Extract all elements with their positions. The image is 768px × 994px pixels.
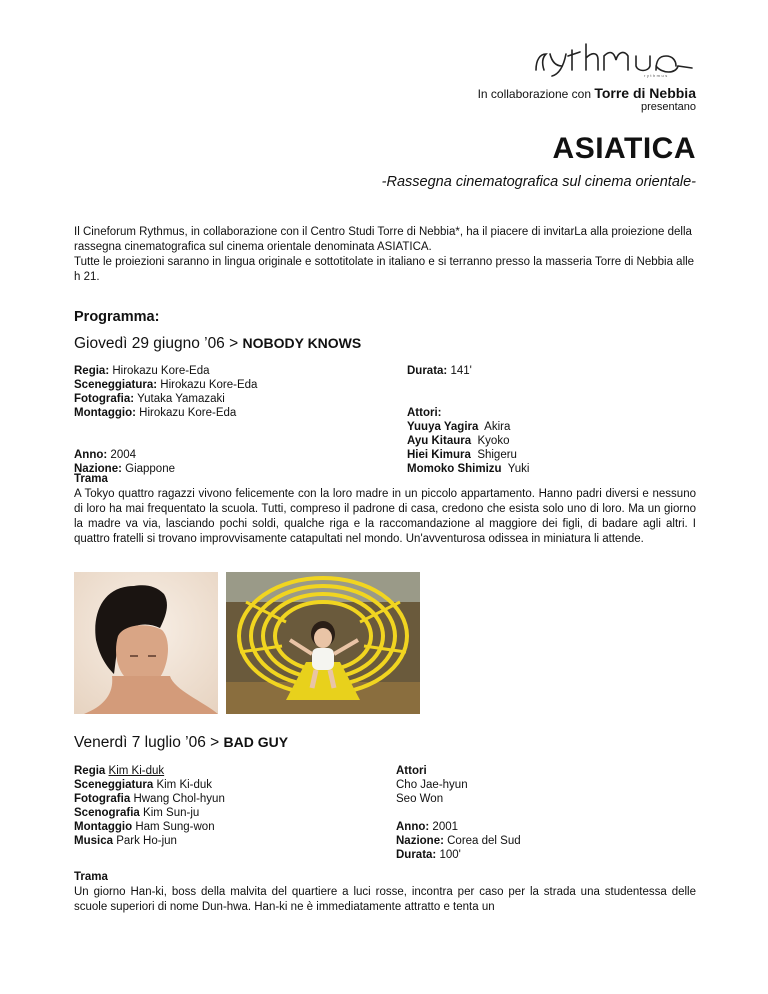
film1-heading bbox=[74, 335, 361, 353]
film1-sceneggiatura: Hirokazu Kore-Eda bbox=[160, 379, 258, 391]
actor-row: Cho Jae-hyun bbox=[396, 779, 468, 791]
film1-title: NOBODY KNOWS bbox=[242, 335, 362, 351]
film2-trama-label: Trama bbox=[74, 871, 108, 883]
collab-prefix: In collaborazione con bbox=[477, 87, 591, 101]
film2-fotografia: Hwang Chol-hyun bbox=[133, 793, 225, 805]
film1-anno: 2004 bbox=[110, 449, 137, 461]
collaboration-line bbox=[478, 85, 696, 101]
actor-row: Seo Won bbox=[396, 793, 444, 805]
girl-in-tunnel-photo bbox=[226, 572, 420, 714]
film1-fotografia: Yutaka Yamazaki bbox=[137, 393, 225, 405]
intro-text bbox=[74, 225, 696, 285]
film2-nazione: Corea del Sud bbox=[447, 835, 521, 847]
film1-trama: A Tokyo quattro ragazzi vivono felicemente con la loro madre in un piccolo appartamento. Hanno padri diversi e nessuno di loro ha mai frequentato la scuola. Tutti, compreso il padrone di casa, credono che esista solo uno di loro. Ma un giorno la madre va via, lasciando pochi soldi, qualche riga e la raccomandazione al maggiore dei figli, di badare agli altri. I quattro fratelli si trovano improvvisamente catapultati nel mondo. Un'avventurosa odissea in miniatura li attende. bbox=[74, 488, 696, 545]
film1-montaggio: Hirokazu Kore-Eda bbox=[139, 407, 237, 419]
film1-attori-label: Attori: bbox=[407, 407, 442, 419]
actor-row: Hiei Kimura Shigeru bbox=[407, 449, 517, 461]
logo-tagline: rythmus bbox=[644, 73, 669, 78]
film2-montaggio: Ham Sung-won bbox=[135, 821, 215, 833]
actor-row: Ayu Kitaura Kyoko bbox=[407, 435, 510, 447]
film1-date: Giovedì 29 giugno ’06 > bbox=[74, 335, 239, 352]
film2-trama: Un giorno Han-ki, boss della malvita del quartiere a luci rosse, incontra per caso per la strada una studentessa delle scuole superiori di nome Dun-hwa. Han-ki ne è immediatamente attratto e tenta un bbox=[74, 886, 696, 913]
film2-regia-link[interactable]: Kim Ki-duk bbox=[108, 765, 165, 777]
film1-cast: Durata: 141' Attori: Yuuya Yagira Akira Ayu Kitaura Kyoko Hiei Kimura Shigeru Momoko Shimizu Yuki bbox=[407, 365, 530, 475]
film2-scenografia: Kim Sun-ju bbox=[143, 807, 200, 819]
boy-portrait-photo bbox=[74, 572, 218, 714]
film2-anno: 2001 bbox=[432, 821, 459, 833]
actor-row: Yuuya Yagira Akira bbox=[407, 421, 511, 433]
film2-musica: Park Ho-jun bbox=[116, 835, 177, 847]
intro-paragraph-1: Il Cineforum Rythmus, in collaborazione con il Centro Studi Torre di Nebbia*, ha il piacere di invitarLa alla proiezione della rassegna cinematografica sul cinema orientale denominata ASIATICA. bbox=[74, 226, 692, 253]
film2-credits: Regia Kim Ki-duk Sceneggiatura Kim Ki-duk Fotografia Hwang Chol-hyun Scenografia Kim Sun-ju Montaggio Ham Sung-won Musica Park Ho-jun bbox=[74, 765, 225, 847]
film2-title: BAD GUY bbox=[223, 734, 289, 750]
film1-credits: Regia: Hirokazu Kore-Eda Sceneggiatura: Hirokazu Kore-Eda Fotografia: Yutaka Yamazaki Montaggio: Hirokazu Kore-Eda Anno: 2004 Nazione: Giappone bbox=[74, 365, 258, 475]
actor-row: Momoko Shimizu Yuki bbox=[407, 463, 530, 475]
film1-durata: 141' bbox=[450, 365, 472, 377]
film1-trama-label: Trama bbox=[74, 473, 108, 485]
programma-heading: Programma: bbox=[74, 309, 160, 325]
film2-durata: 100' bbox=[439, 849, 461, 861]
collab-name: Torre di Nebbia bbox=[594, 85, 696, 101]
intro-paragraph-2: Tutte le proiezioni saranno in lingua originale e sottotitolate in italiano e si terranno presso la masseria Torre di Nebbia alle h 21. bbox=[74, 256, 695, 283]
film2-attori-label: Attori bbox=[396, 765, 427, 777]
page-title: ASIATICA bbox=[552, 132, 696, 165]
film2-sceneggiatura: Kim Ki-duk bbox=[156, 779, 213, 791]
film1-nazione: Giappone bbox=[125, 463, 175, 475]
film2-cast: Attori Cho Jae-hyun Seo Won Anno: 2001 Nazione: Corea del Sud Durata: 100' bbox=[396, 765, 521, 861]
film2-date: Venerdì 7 luglio ’06 > bbox=[74, 734, 220, 751]
film1-regia: Hirokazu Kore-Eda bbox=[112, 365, 210, 377]
film2-heading bbox=[74, 734, 288, 752]
rythmus-logo bbox=[532, 40, 698, 78]
page-subtitle: -Rassegna cinematografica sul cinema orientale- bbox=[381, 174, 696, 190]
presentano-text: presentano bbox=[640, 101, 696, 113]
